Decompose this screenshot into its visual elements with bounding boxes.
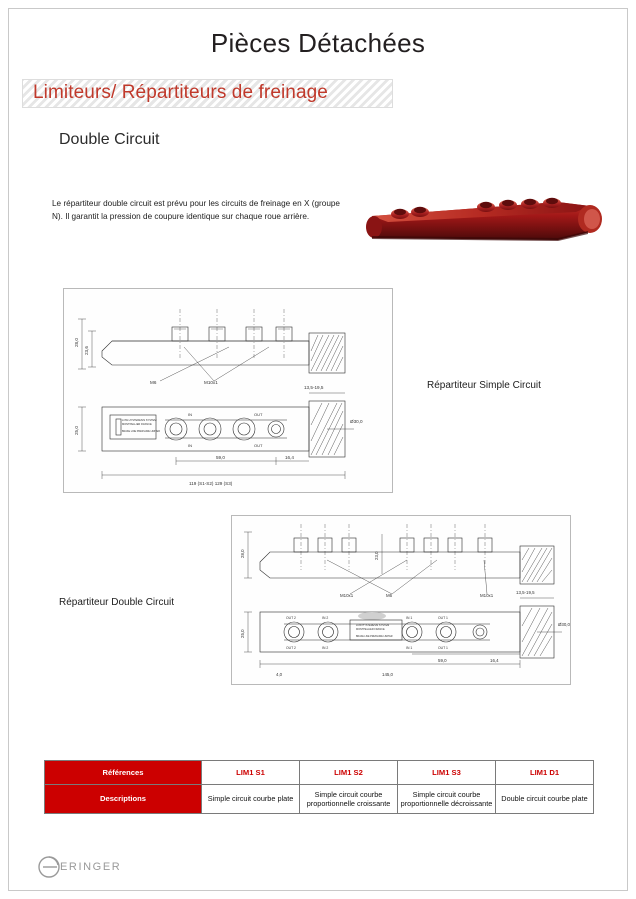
- port-label-out: OUT: [254, 412, 263, 417]
- caption-double-circuit: Répartiteur Double Circuit: [59, 597, 175, 608]
- technical-drawing-simple-circuit: [63, 288, 393, 493]
- dim-145-0: 145,0: [382, 672, 393, 677]
- plate-line-3: BRAKE LINE PRESSURE LIMITER: [122, 430, 160, 433]
- drawing-double-svg: [232, 516, 570, 684]
- table-row-descriptions: [45, 785, 594, 814]
- port-label-in: IN: [188, 412, 192, 417]
- port-label-out-2: OUT: [254, 443, 263, 448]
- port-label-out1-b: OUT 1: [438, 646, 448, 650]
- page-title-block: [18, 28, 618, 72]
- row-header-references: Références: [45, 761, 202, 785]
- port-label-in1: IN 1: [406, 616, 413, 620]
- dim-16-4: 16,4: [285, 455, 294, 460]
- dim-overall: 119 (S1-S2) 129 (S3): [189, 481, 233, 486]
- reference-cell-4: LIM1 D1: [496, 761, 594, 785]
- plate-line-1: LOW HYSTERESIS SYSTEM: [122, 419, 157, 422]
- label-m6-double: M6: [386, 593, 393, 598]
- caption-simple-circuit: Répartiteur Simple Circuit: [427, 380, 541, 391]
- dim-28-0-double: 28,0: [240, 549, 245, 558]
- description-cell-1: Simple circuit courbe plate: [202, 785, 300, 814]
- port-label-in2-b: IN 2: [322, 646, 329, 650]
- page-title: [18, 28, 618, 59]
- reference-cell-2: LIM1 S2: [300, 761, 398, 785]
- intro-paragraph: Le répartiteur double circuit est prévu pour les circuits de freinage en X (groupe N). Il garantit la pression de coupure identique sur chaque roue arrière.: [52, 199, 340, 221]
- description-cell-4: Double circuit courbe plate: [496, 785, 594, 814]
- port-label-out2-b: OUT 2: [286, 646, 296, 650]
- reference-cell-1: LIM1 S1: [202, 761, 300, 785]
- dim-59-0-double: 59,0: [438, 658, 447, 663]
- reference-cell-3: LIM1 S3: [398, 761, 496, 785]
- dim-23-6: 23,6: [84, 346, 89, 355]
- port-label-in2: IN 2: [322, 616, 329, 620]
- label-m6: M6: [150, 380, 157, 385]
- label-m10x1: M10x1: [204, 380, 218, 385]
- page-title-text: Pièces Détachées: [201, 28, 435, 58]
- row-header-descriptions: Descriptions: [45, 785, 202, 814]
- port-label-out2: OUT 2: [286, 616, 296, 620]
- dim-diameter-30-double: Ø30,0: [558, 622, 570, 627]
- product-photo: [358, 186, 606, 256]
- dim-16-4-double: 16,4: [490, 658, 499, 663]
- port-label-in-2: IN: [188, 443, 192, 448]
- plate-line-3-double: BRAKE LINE PRESSURE LIMITER: [356, 636, 393, 638]
- label-m10x1-right: M10x1: [480, 593, 494, 598]
- description-cell-2: Simple circuit courbe proportionnelle croissante: [300, 785, 398, 814]
- references-table: [44, 760, 594, 814]
- technical-drawing-double-circuit: [231, 515, 571, 685]
- dim-diameter-30: Ø30,0: [350, 419, 363, 424]
- description-cell-3: Simple circuit courbe proportionnelle décroissante: [398, 785, 496, 814]
- plate-line-2-double: MONTPELLIER FRANCE: [356, 628, 385, 631]
- dim-13-5-19-5-double: 13,5-19,5: [516, 590, 535, 595]
- references-table-wrapper: [44, 760, 594, 814]
- dim-25-0: 25,0: [74, 426, 79, 435]
- section-title: Limiteurs/ Répartiteurs de freinage: [33, 82, 328, 103]
- dim-4-0: 4,0: [276, 672, 283, 677]
- dim-25-0-double: 25,0: [240, 629, 245, 638]
- sub-heading: Double Circuit: [59, 131, 160, 148]
- dim-28-0: 28,0: [74, 338, 79, 347]
- dim-59-0: 59,0: [216, 455, 225, 460]
- port-label-out1: OUT 1: [438, 616, 448, 620]
- port-label-in1-b: IN 1: [406, 646, 413, 650]
- footer-brand-text: ERINGER: [60, 861, 122, 873]
- label-m10x1-left: M10x1: [340, 593, 354, 598]
- plate-line-1-double: LOW HYSTERESIS SYSTEM: [356, 624, 390, 627]
- drawing-simple-svg: [64, 289, 392, 492]
- dim-13-5-19-5: 13,5-19,5: [304, 385, 324, 390]
- dim-23-0-double: 23,0: [374, 551, 379, 560]
- table-row-references: [45, 761, 594, 785]
- plate-line-2: MONTPELLIER FRANCE: [122, 423, 152, 426]
